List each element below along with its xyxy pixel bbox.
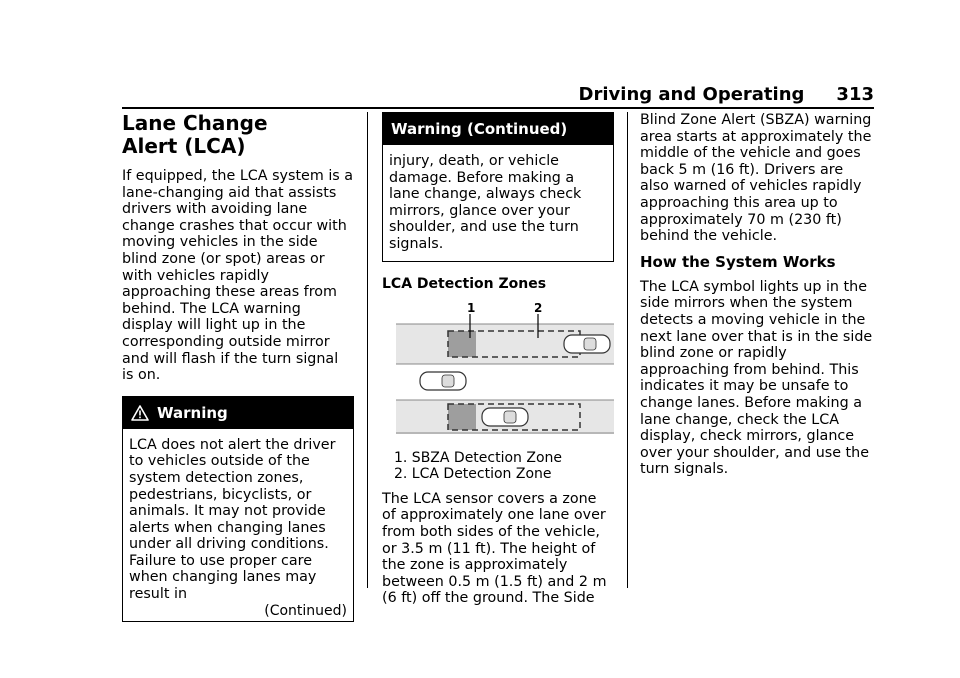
page-number: 313 — [836, 83, 874, 105]
continued-label: (Continued) — [264, 602, 347, 619]
warning-text: LCA does not alert the driver to vehicles outside of the system detection zones, pedestrians, bicyclists, or animals. It may not provide alerts when changing lanes under all driving conditions. Failure to use proper care when changing lanes may result in — [129, 436, 336, 603]
warning-header — [123, 397, 353, 429]
column-1 — [122, 112, 354, 622]
page-header — [560, 83, 874, 105]
figure-legend — [382, 450, 614, 483]
warning-title: Warning — [157, 403, 228, 422]
section-title — [122, 112, 354, 158]
lca-zones-diagram — [396, 302, 614, 434]
column-divider — [367, 112, 368, 588]
sbza-zone-upper — [448, 331, 476, 357]
legend-item: 2. LCA Detection Zone — [394, 466, 552, 483]
callout-2: 2 — [534, 301, 543, 315]
figure-title: LCA Detection Zones — [382, 275, 547, 292]
how-it-works-paragraph: The LCA symbol lights up in the side mirrors when the system detects a moving vehicle in the next lane over that is in the side blind zone or rapidly approaching from behind. This indicates it may be unsafe to change lanes. Before making a lane change, check the LCA display, check mirrors, glance over your shoulder, and use the turn signals. — [640, 278, 873, 478]
car-icon — [482, 408, 528, 426]
column-2 — [382, 112, 614, 607]
intro-paragraph: If equipped, the LCA system is a lane-changing aid that assists drivers with avoiding lane change crashes that occur with moving vehicles in the side blind zone (or spot) areas or with vehicles rapidly approaching these areas from behind. The LCA warning display will light up in the corresponding outside mirror and will flash if the turn signal is on. — [122, 168, 354, 384]
warning-box — [122, 396, 354, 622]
sbza-zone-lower — [448, 404, 476, 430]
sensor-coverage-paragraph: The LCA sensor covers a zone of approximately one lane over from both sides of the vehicle, or 3.5 m (11 ft). The height of the zone is approximately between 0.5 m (1.5 ft) and 2 m (6 ft) off the ground. The Side — [382, 490, 607, 607]
warning-continued-text: injury, death, or vehicle damage. Before making a lane change, always check mirrors, glance over your shoulder, and use the turn signals. — [389, 153, 582, 252]
title-line-1: Lane Change — [122, 111, 268, 135]
sbza-paragraph: Blind Zone Alert (SBZA) warning area starts at approximately the middle of the vehicle and goes back 5 m (16 ft). Drivers are also warned of vehicles rapidly approaching this area up to approximately 70 m (230 ft) behind the vehicle. — [640, 112, 872, 245]
column-divider — [627, 112, 628, 588]
column-3 — [640, 112, 874, 478]
section-name: Driving and Operating — [578, 83, 805, 105]
callout-1: 1 — [467, 301, 476, 315]
warning-continued-title: Warning (Continued) — [391, 120, 568, 138]
how-it-works-heading: How the System Works — [640, 252, 836, 271]
title-line-2: Alert (LCA) — [122, 134, 246, 158]
warning-continued-header — [383, 113, 613, 145]
header-rule — [122, 107, 874, 109]
warning-continued-box — [382, 112, 614, 262]
legend-item: 1. SBZA Detection Zone — [394, 449, 563, 466]
warning-triangle-icon — [131, 405, 149, 421]
car-icon — [564, 335, 610, 353]
own-vehicle-icon — [420, 372, 466, 390]
